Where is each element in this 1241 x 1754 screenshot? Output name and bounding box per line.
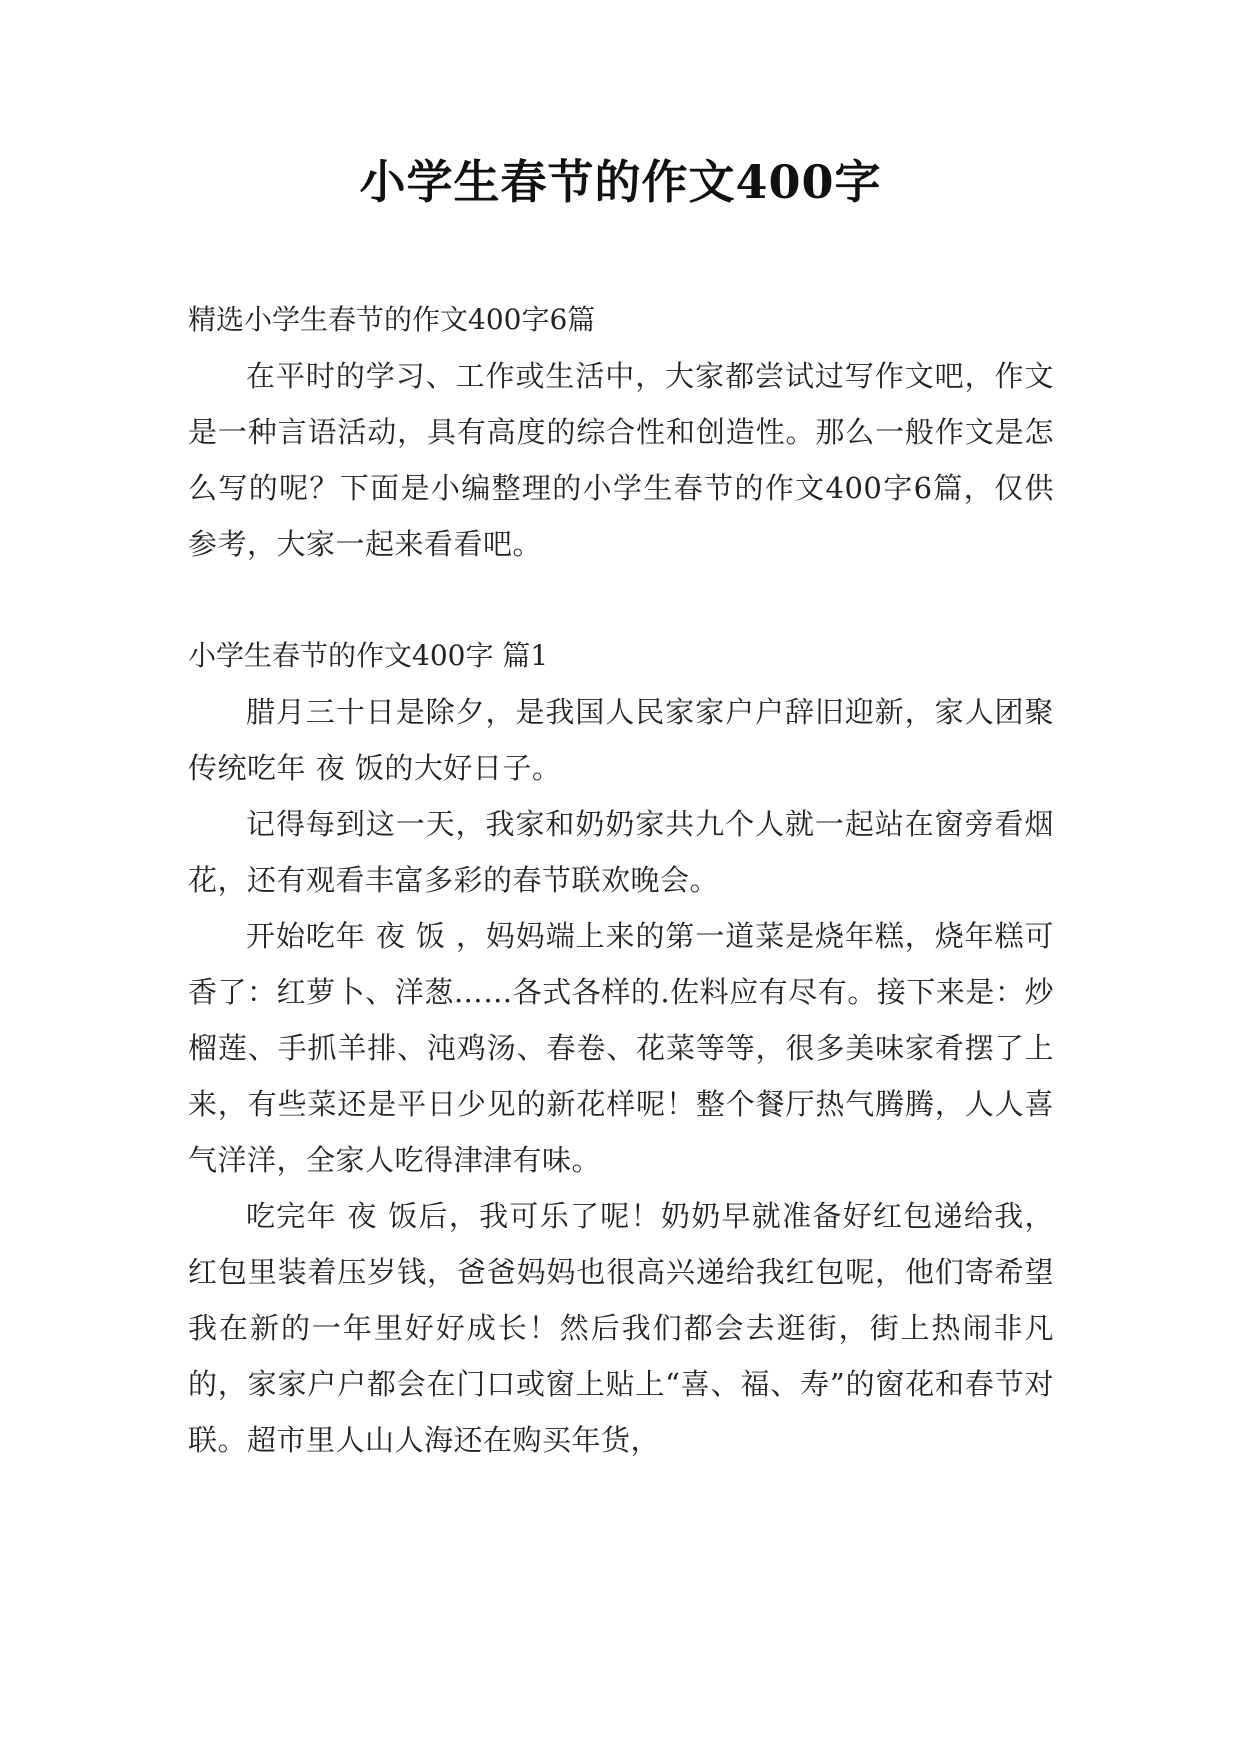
section-spacer xyxy=(188,572,1054,628)
intro-paragraph: 在平时的学习、工作或生活中，大家都尝试过写作文吧，作文是一种言语活动，具有高度的综合性和创造性。那么一般作文是怎么写的呢？下面是小编整理的小学生春节的作文400字6篇，仅供参考，大家一起来看看吧。 xyxy=(188,359,1054,561)
document-body xyxy=(188,292,1054,1468)
section-1-paragraph-3: 开始吃年 夜 饭 ，妈妈端上来的第一道菜是烧年糕，烧年糕可香了：红萝卜、洋葱……各式各样的.佐料应有尽有。接下来是：炒榴莲、手抓羊排、沌鸡汤、春卷、花菜等等，很多美味家肴摆了上来，有些菜还是平日少见的新花样呢！整个餐厅热气腾腾，人人喜气洋洋，全家人吃得津津有味。 xyxy=(188,919,1054,1177)
document-title: 小学生春节的作文400字 xyxy=(359,155,882,209)
section-1-paragraph-4: 吃完年 夜 饭后，我可乐了呢！奶奶早就准备好红包递给我，红包里装着压岁钱，爸爸妈妈也很高兴递给我红包呢，他们寄希望我在新的一年里好好成长！然后我们都会去逛街，街上热闹非凡的，家家户户都会在门口或窗上贴上“喜、福、寿”的窗花和春节对联。超市里人山人海还在购买年货， xyxy=(188,1199,1054,1457)
section-1-heading: 小学生春节的作文400字 篇1 xyxy=(188,639,549,672)
intro-heading: 精选小学生春节的作文400字6篇 xyxy=(188,303,596,336)
section-1-paragraph-2: 记得每到这一天，我家和奶奶家共九个人就一起站在窗旁看烟花，还有观看丰富多彩的春节联欢晚会。 xyxy=(188,807,1054,897)
section-1-paragraph-1: 腊月三十日是除夕，是我国人民家家户户辞旧迎新，家人团聚传统吃年 夜 饭的大好日子。 xyxy=(188,695,1054,785)
